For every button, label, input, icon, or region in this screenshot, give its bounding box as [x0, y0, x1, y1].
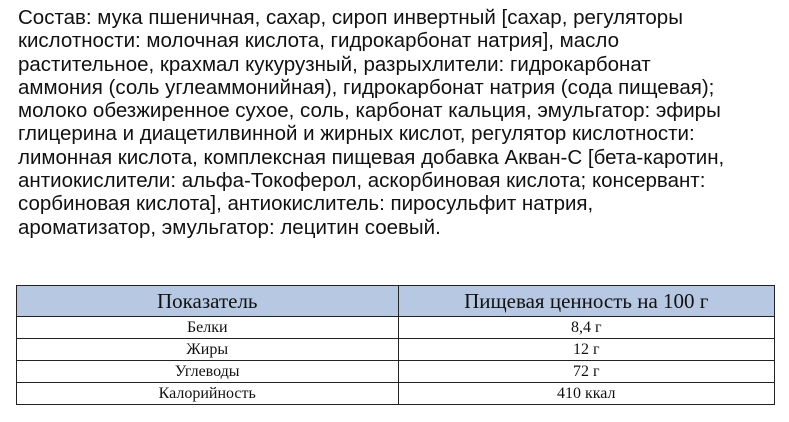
- row-label: Калорийность: [17, 383, 399, 405]
- composition-line: антиокислители: альфа-Токоферол, аскорбиновая кислота; консервант:: [18, 169, 706, 193]
- row-label: Белки: [17, 317, 399, 339]
- row-value: 12 г: [398, 339, 775, 361]
- header-indicator: Показатель: [17, 286, 399, 317]
- composition-line: сорбиновая кислота], антиокислитель: пиросульфит натрия,: [18, 192, 594, 216]
- table-row: [17, 339, 775, 361]
- composition-line: глицерина и диацетилвинной и жирных кислот, регулятор кислотности:: [18, 122, 695, 146]
- row-value: 72 г: [398, 361, 775, 383]
- composition-line: кислотности: молочная кислота, гидрокарбонат натрия], масло: [18, 29, 620, 53]
- header-nutrition-value: Пищевая ценность на 100 г: [398, 286, 775, 317]
- composition-line: ароматизатор, эмульгатор: лецитин соевый.: [18, 215, 441, 239]
- table-row: [17, 383, 775, 405]
- composition-text: [18, 6, 783, 239]
- composition-line: Состав: мука пшеничная, сахар, сироп инвертный [сахар, регуляторы: [18, 6, 683, 29]
- composition-line: лимонная кислота, комплексная пищевая добавка Акван-С [бета-каротин,: [18, 145, 725, 169]
- row-label: Жиры: [17, 339, 399, 361]
- table-header-row: [17, 286, 775, 317]
- composition-line: растительное, крахмал кукурузный, разрыхлители: гидрокарбонат: [18, 52, 651, 76]
- table-row: [17, 317, 775, 339]
- composition-line: аммония (соль углеаммонийная), гидрокарбонат натрия (сода пищевая);: [18, 75, 715, 99]
- row-value: 8,4 г: [398, 317, 775, 339]
- table-row: [17, 361, 775, 383]
- row-value: 410 ккал: [398, 383, 775, 405]
- composition-line: молоко обезжиренное сухое, соль, карбонат кальция, эмульгатор: эфиры: [18, 99, 721, 123]
- row-label: Углеводы: [17, 361, 399, 383]
- nutrition-table: [16, 285, 775, 405]
